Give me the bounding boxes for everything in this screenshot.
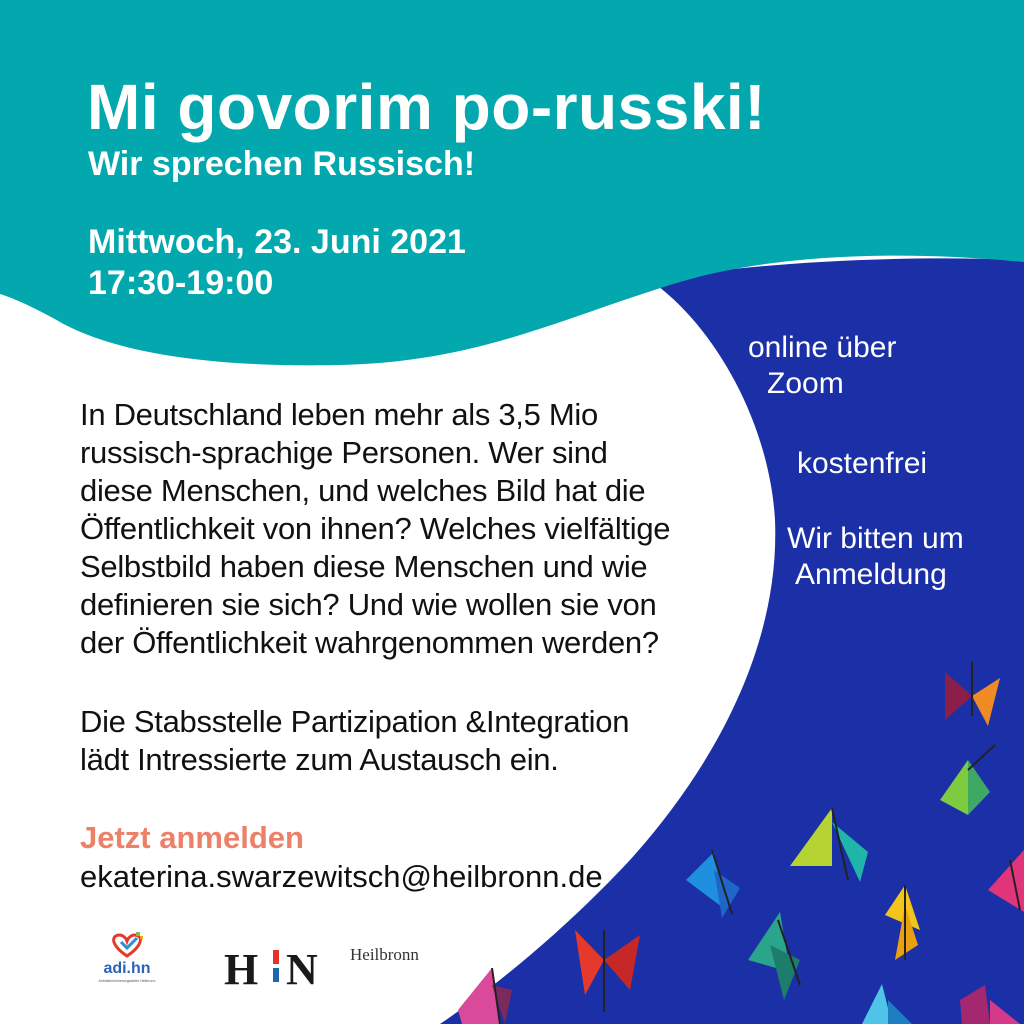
online-info-line1: online über	[748, 331, 897, 364]
butterfly-icon	[458, 968, 512, 1024]
hn-mark-blue-bar	[273, 968, 279, 982]
event-date: Mittwoch, 23. Juni 2021	[88, 223, 466, 261]
description-line: Öffentlichkeit von ihnen? Welches vielfältige	[80, 511, 671, 546]
online-info-line2: Zoom	[767, 367, 844, 400]
hn-city-name: Heilbronn	[350, 945, 419, 964]
registration-info-line1: Wir bitten um	[787, 522, 964, 555]
adi-logo-tagline: Antidiskriminierungsstelle Heilbronn	[98, 979, 156, 983]
description-line: lädt Intressierte zum Austausch ein.	[80, 742, 559, 777]
hn-mark-red-bar	[273, 950, 279, 964]
description-line: der Öffentlichkeit wahrgenommen werden?	[80, 625, 659, 660]
hn-mark-left: H	[224, 945, 259, 992]
heart-icon	[114, 932, 143, 956]
cost-info: kostenfrei	[797, 447, 928, 480]
description-line: In Deutschland leben mehr als 3,5 Mio	[80, 397, 598, 432]
description-line: Selbstbild haben diese Menschen und wie	[80, 549, 648, 584]
description-line: definieren sie sich? Und wie wollen sie von	[80, 587, 657, 622]
hn-mark-right: N	[286, 945, 318, 992]
description-line: diese Menschen, und welches Bild hat die	[80, 473, 646, 508]
description-line: Die Stabsstelle Partizipation &Integration	[80, 704, 630, 739]
heilbronn-logo	[222, 938, 442, 992]
event-time: 17:30-19:00	[88, 264, 274, 302]
contact-email[interactable]: ekaterina.swarzewitsch@heilbronn.de	[80, 859, 603, 894]
adi-logo	[92, 930, 162, 990]
adi-logo-name: adi.hn	[103, 960, 151, 977]
event-title: Mi govorim po-russki!	[87, 71, 766, 143]
register-now-heading: Jetzt anmelden	[80, 820, 304, 855]
description-line: russisch-sprachige Personen. Wer sind	[80, 435, 608, 470]
registration-info-line2: Anmeldung	[795, 558, 947, 591]
event-subtitle: Wir sprechen Russisch!	[88, 145, 476, 183]
